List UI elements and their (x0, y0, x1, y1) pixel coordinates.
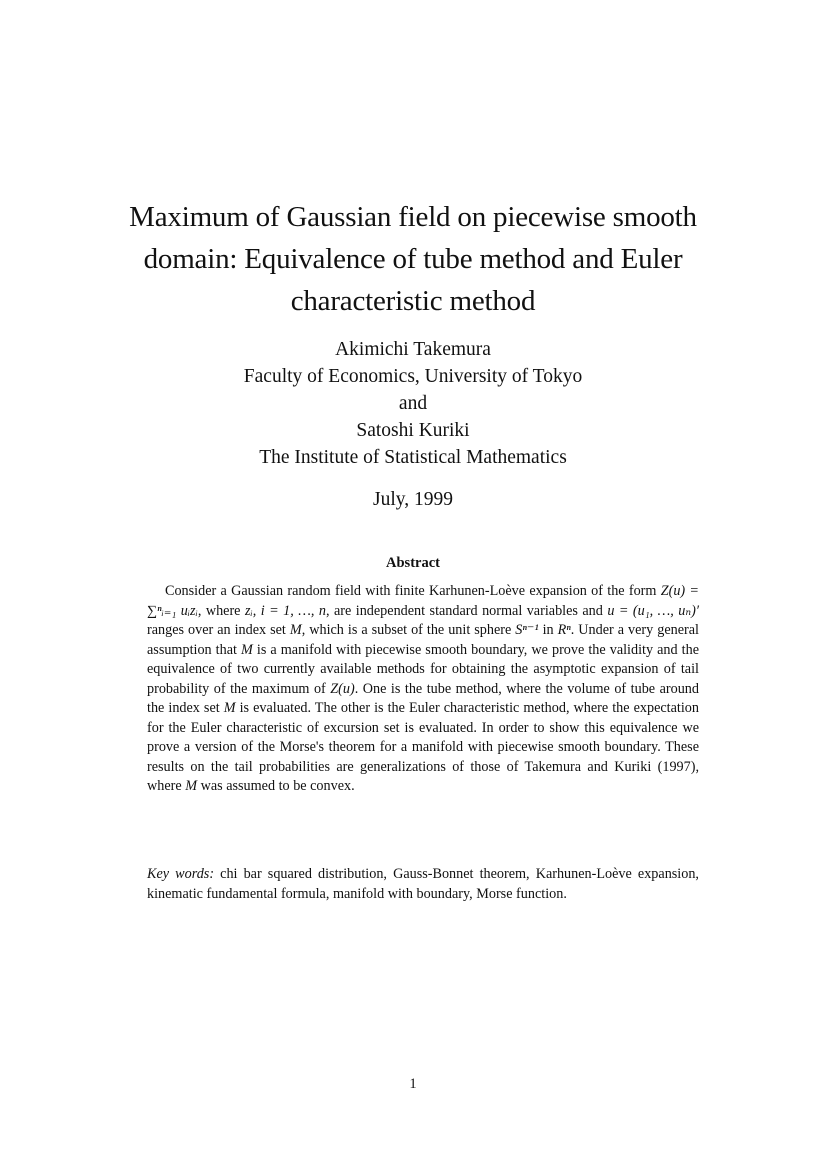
keywords-text: chi bar squared distribution, Gauss-Bonnet theorem, Karhunen-Loève expansion, kinematic fundamental formula, manifold with boundary, Morse function. (147, 866, 699, 902)
abstract-text: , which is a subset of the unit sphere (301, 622, 516, 638)
keywords-block (147, 865, 699, 904)
math-expression: M (289, 622, 302, 638)
keywords-label: Key words: (147, 866, 215, 882)
abstract-text: is a manifold with piecewise smooth boundary, we prove the validity and the equivalence of two currently available methods for obtaining the asymptotic expansion of tail probability of the maximum of (147, 641, 699, 697)
math-expression: zᵢ, i = 1, …, n (244, 602, 326, 619)
paper-title (120, 196, 706, 322)
math-expression: Z(u) = ∑ⁿᵢ₌₁ uᵢzᵢ (147, 583, 700, 619)
title-block (120, 196, 706, 322)
abstract-text: Consider a Gaussian random field with finite Karhunen-Loève expansion of the form (165, 583, 661, 599)
publication-date: July, 1999 (373, 489, 453, 510)
author-name-1: Akimichi Takemura (335, 339, 491, 360)
math-expression: Sⁿ⁻¹ (515, 622, 539, 638)
author-block (120, 336, 706, 471)
author-affiliation-1: Faculty of Economics, University of Tokyo (243, 366, 583, 387)
title-line-2: domain: Equivalence of tube method and Euler (143, 243, 683, 275)
abstract-body (147, 582, 699, 797)
abstract-heading: Abstract (386, 555, 440, 571)
author-affiliation-2: The Institute of Statistical Mathematics (259, 447, 567, 468)
math-expression: u = (u₁, …, uₙ)′ (607, 602, 699, 619)
abstract-text: ranges over an index set (147, 622, 290, 638)
author-name-2: Satoshi Kuriki (356, 420, 470, 441)
title-line-3: characteristic method (290, 285, 536, 317)
math-expression: M (223, 700, 236, 716)
abstract-text: , where (197, 602, 245, 619)
title-line-1: Maximum of Gaussian field on piecewise smooth (129, 201, 697, 233)
abstract-text: , are independent standard normal variables and (325, 602, 608, 619)
math-expression: Z(u) (330, 680, 355, 697)
math-expression: M (241, 641, 253, 658)
abstract-paragraph (147, 582, 699, 797)
abstract-text: . One is the tube method, where the volume of tube around the index set (147, 680, 699, 716)
page-number: 1 (409, 1076, 417, 1092)
abstract-text: in (538, 622, 558, 638)
abstract-text: is evaluated. The other is the Euler characteristic method, where the expectation for the Euler characteristic of excursion set is evaluated. In order to show this equivalence we prove a version of the Morse's theorem for a manifold with piecewise smooth boundary. These results on the tail probabilities are generalizations of those of Takemura and Kuriki (1997), where (147, 700, 699, 794)
abstract-text: . Under a very general assumption that (147, 622, 699, 658)
math-expression: Rⁿ (557, 622, 571, 638)
abstract-text: was assumed to be convex. (197, 778, 355, 794)
author-conjunction: and (398, 393, 428, 414)
math-expression: M (185, 778, 198, 794)
